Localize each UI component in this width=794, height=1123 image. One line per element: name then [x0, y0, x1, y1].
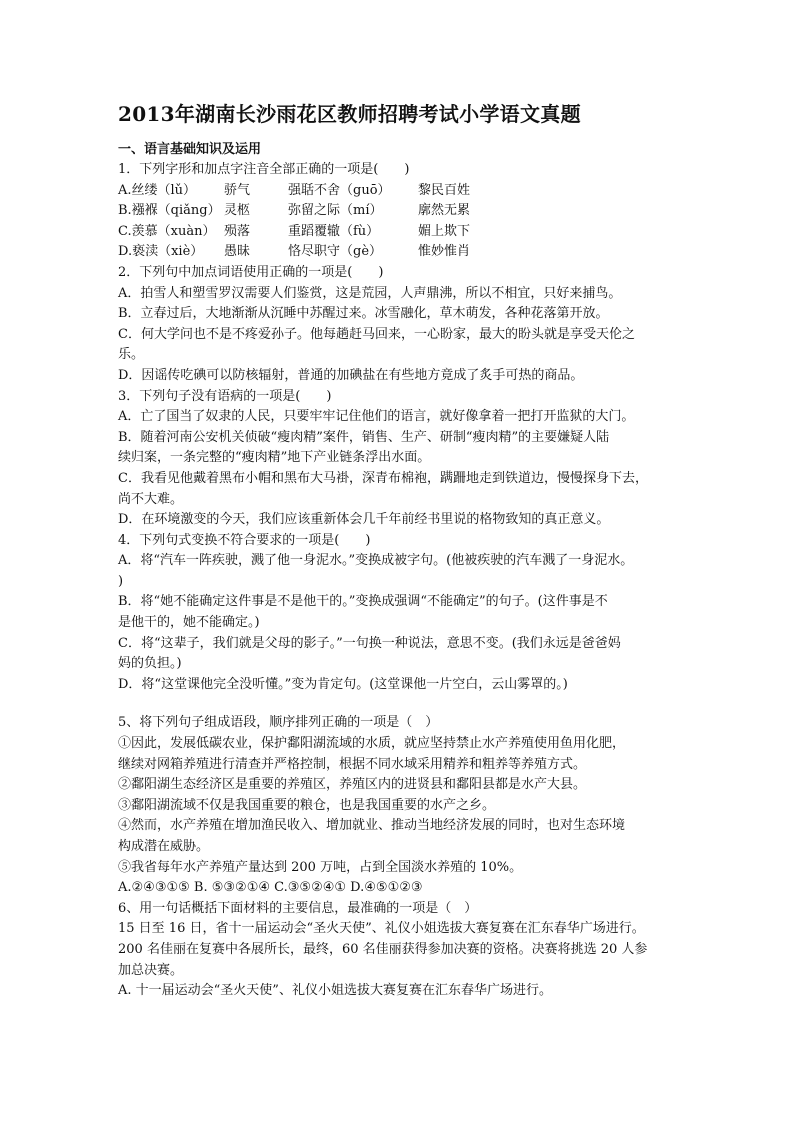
text-line: ①因此，发展低碳农业，保护鄱阳湖流域的水质，就应坚持禁止水产养殖使用鱼用化肥，: [118, 736, 626, 752]
page-title: 2013年湖南长沙雨花区教师招聘考试小学语文真题: [118, 102, 581, 126]
text-line: A．亡了国当了奴隶的人民，只要牢牢记住他们的语言，就好像拿着一把打开监狱的大门。: [118, 409, 635, 425]
text-line: 加总决赛。: [118, 962, 184, 978]
option-cell: B.襁褓（qiǎng）: [118, 203, 221, 219]
question-stem: 4．下列句式变换不符合要求的一项是( ): [118, 532, 371, 548]
text-line: B．随着河南公安机关侦破“瘦肉精”案件，销售、生产、研制“瘦肉精”的主要嫌疑人陆: [118, 429, 610, 445]
text-line: 200 名佳丽在复赛中各展所长，最终，60 名佳丽获得参加决赛的资格。决赛将挑选 20 人参: [118, 941, 648, 957]
text-line: ④然而，水产养殖在增加渔民收入、增加就业、推动当地经济发展的同时，也对生态环境: [118, 818, 626, 834]
section-heading: 一、语言基础知识及运用: [118, 142, 262, 157]
option-cell: 廓然无累: [418, 203, 471, 219]
question-5: [118, 713, 698, 898]
option-row: [118, 181, 698, 202]
text-line: C．何大学问也不是不疼爱孙子。他每趟赶马回来，一心盼家，最大的盼头就是享受天伦之: [118, 326, 635, 342]
option-cell: A.丝缕（lǔ）: [118, 182, 197, 198]
question-stem: 6、用一句话概括下面材料的主要信息，最准确的一项是（ ）: [118, 900, 478, 916]
option-cell: 黎民百姓: [418, 182, 471, 198]
spacer: [118, 695, 698, 713]
text-line: B．将“她不能确定这件事是不是他干的。”变换成强调“不能确定”的句子。(这件事是不: [118, 594, 608, 610]
text-line: 乐。: [118, 347, 145, 363]
text-line: 15 日至 16 日，省十一届运动会“圣火天使”、礼仪小姐选拔大赛复赛在汇东春华广场进行。: [118, 921, 645, 937]
option-cell: 骄气: [224, 182, 251, 198]
question-3: [118, 387, 698, 531]
text-line: ②鄱阳湖生态经济区是重要的养殖区，养殖区内的进贤县和鄱阳县都是水产大县。: [118, 777, 587, 793]
option-cell: D.亵渎（xiè）: [118, 244, 204, 260]
question-2: [118, 263, 698, 387]
question-stem: 3．下列句子没有语病的一项是( ): [118, 388, 332, 404]
text-line: ): [118, 573, 124, 589]
option-cell: 殒落: [224, 223, 251, 239]
option-row: [118, 222, 698, 243]
text-line: 是他干的，她不能确定。): [118, 615, 260, 631]
question-stem: 5、将下列句子组成语段，顺序排列正确的一项是（ ）: [118, 715, 439, 731]
option-cell: 重蹈覆辙（fù）: [288, 223, 380, 239]
text-line: 继续对网箱养殖进行清查并严格控制，根据不同水域采用精养和粗养等养殖方式。: [118, 756, 587, 772]
question-1: [118, 160, 698, 263]
text-line: 妈的负担。): [118, 656, 182, 672]
text-line: A．将“汽车一阵疾驶，溅了他一身泥水。”变换成被字句。(他被疾驶的汽车溅了一身泥水。: [118, 553, 634, 569]
option-row: [118, 201, 698, 222]
answer-options: A.②④③①⑤ B. ⑤③②①④ C.③⑤②④① D.④⑤①②③: [118, 880, 423, 896]
text-line: ③鄱阳湖流域不仅是我国重要的粮仓，也是我国重要的水产之乡。: [118, 797, 496, 813]
text-line: 尚不大难。: [118, 491, 184, 507]
text-line: D．将“这堂课他完全没听懂。”变为肯定句。(这堂课他一片空白，云山雾罩的。): [118, 676, 568, 692]
question-stem: 2．下列句中加点词语使用正确的一项是( ): [118, 264, 384, 280]
text-line: C．将“这辈子，我们就是父母的影子。”一句换一种说法，意思不变。(我们永远是爸爸妈: [118, 635, 621, 651]
text-line: A. 十一届运动会“圣火天使”、礼仪小姐选拔大赛复赛在汇东春华广场进行。: [118, 983, 552, 999]
option-row: [118, 242, 698, 263]
question-4: [118, 531, 698, 696]
text-line: C．我看见他戴着黑布小帽和黑布大马褂，深青布棉袍，蹒跚地走到铁道边，慢慢探身下去，: [118, 470, 648, 486]
text-line: D．因谣传吃碘可以防核辐射，普通的加碘盐在有些地方竟成了炙手可热的商品。: [118, 367, 584, 383]
text-line: D．在环境激变的今天，我们应该重新体会几千年前经书里说的格物致知的真正意义。: [118, 512, 610, 528]
text-line: B．立春过后，大地渐渐从沉睡中苏醒过来。冰雪融化，草木萌发，各种花落第开放。: [118, 306, 609, 322]
option-cell: 弥留之际（mí）: [288, 203, 383, 219]
option-cell: 惟妙惟肖: [418, 244, 471, 260]
question-stem: 1．下列字形和加点字注音全部正确的一项是( ): [118, 162, 410, 177]
option-cell: 恪尽职守（gè）: [288, 244, 383, 260]
option-cell: 强聒不舍（guō）: [288, 182, 391, 198]
option-cell: C.羡慕（xuàn）: [118, 223, 216, 239]
document-page: [118, 100, 698, 1002]
text-line: 续归案，一条完整的“瘦肉精”地下产业链条浮出水面。: [118, 450, 431, 466]
text-line: 构成潜在威胁。: [118, 839, 210, 854]
text-line: A．拍雪人和塑雪罗汉需要人们鉴赏，这是荒园，人声鼎沸，所以不相宜，只好来捕鸟。: [118, 285, 622, 301]
text-line: ⑤我省每年水产养殖产量达到 200 万吨，占到全国淡水养殖的 10%。: [118, 859, 523, 875]
option-cell: 媚上欺下: [418, 223, 471, 239]
option-cell: 灵柩: [224, 203, 251, 219]
question-6: [118, 899, 698, 1002]
option-cell: 愚昧: [224, 244, 251, 260]
